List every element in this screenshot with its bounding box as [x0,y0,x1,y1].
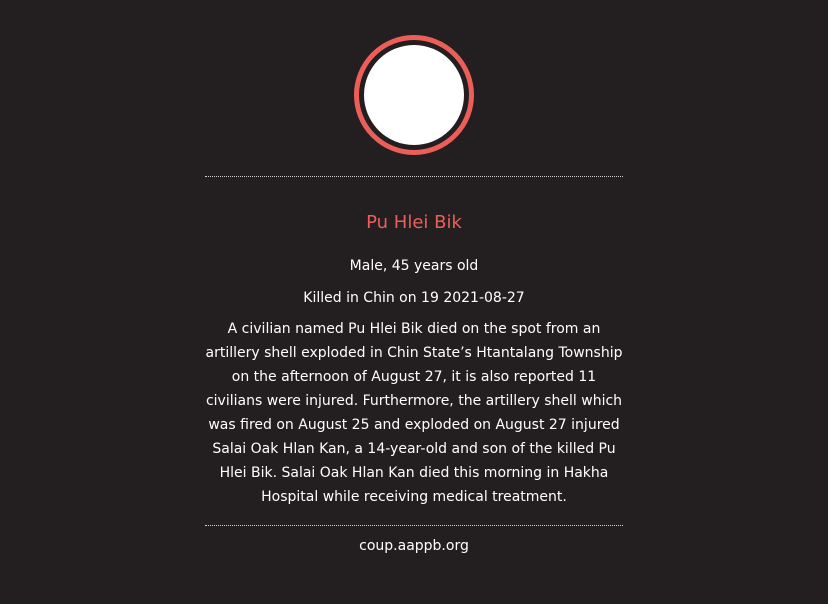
victim-profile-card [205,0,623,604]
top-divider [205,176,623,177]
avatar-placeholder [364,45,464,145]
bottom-divider [205,525,623,526]
incident-description: A civilian named Pu Hlei Bik died on the spot from an artillery shell exploded in Chin State’s Htantalang Township on the afternoon of August 27, it is also reported 11 civilians were injured. Furthermore, the artillery shell which was fired on August 25 and exploded on August 27 injured Salai Oak Hlan Kan, a 14-year-old and son of the killed Pu Hlei Bik. Salai Oak Hlan Kan died this morning in Hakha Hospital while receiving medical treatment. [205,321,623,505]
killed-info: Killed in Chin on 19 2021-08-27 [303,290,525,306]
source-link[interactable]: coup.aappb.org [359,538,469,554]
victim-name: Pu Hlei Bik [366,212,462,233]
avatar [354,35,474,155]
gender-age: Male, 45 years old [349,258,479,274]
